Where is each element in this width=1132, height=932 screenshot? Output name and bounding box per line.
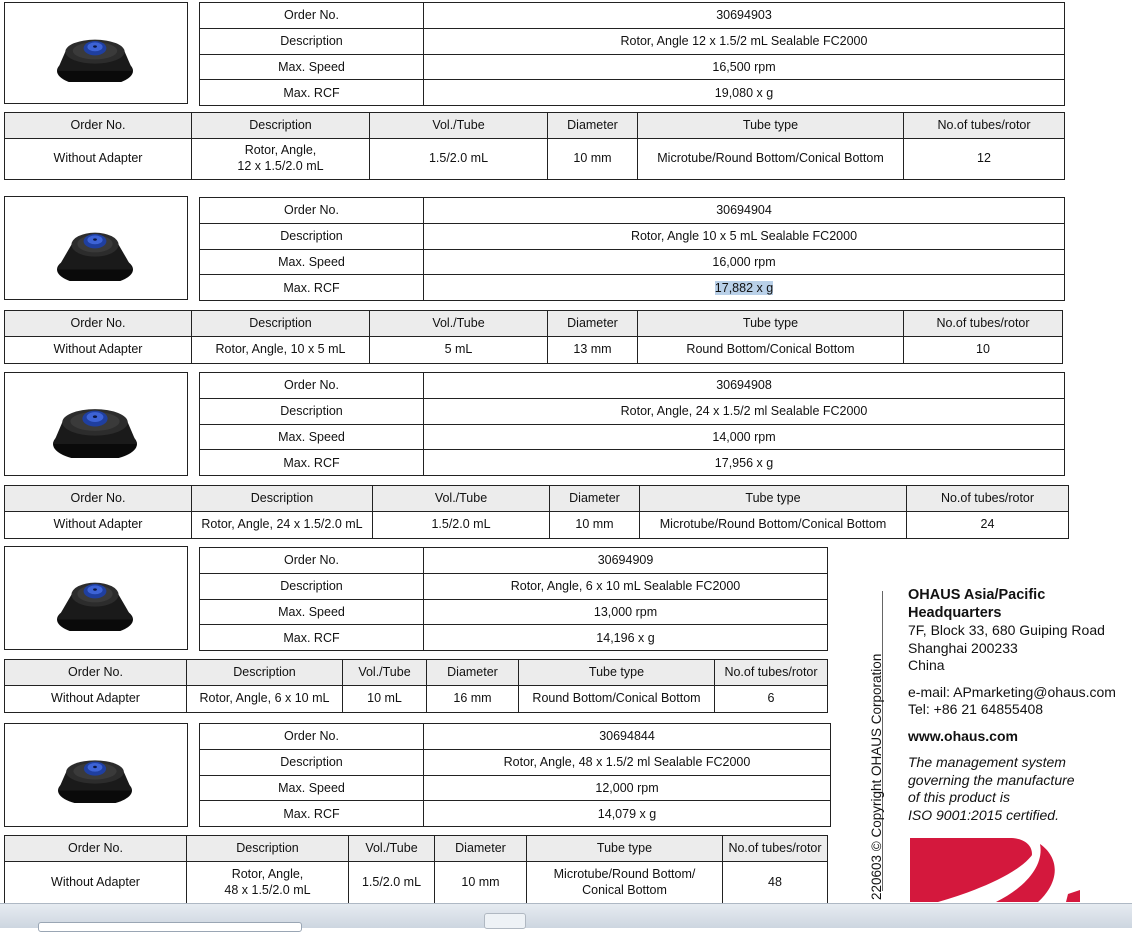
table-cell[interactable]: Without Adapter	[5, 139, 192, 180]
spec-label: Max. Speed	[200, 599, 424, 625]
adapter-table-header	[5, 836, 828, 862]
spec-row-max-speed	[200, 424, 1065, 450]
spec-label: Max. RCF	[200, 80, 424, 106]
spec-value[interactable]: 14,000 rpm	[424, 424, 1065, 450]
column-header: No.of tubes/rotor	[904, 113, 1065, 139]
ohaus-logo	[910, 838, 1080, 902]
adapter-table-row	[5, 862, 828, 905]
adapter-table-header	[5, 486, 1069, 512]
column-header: Description	[187, 836, 349, 862]
adapter-table-row	[5, 686, 828, 713]
spec-row-order-no	[200, 3, 1065, 29]
column-header: Description	[192, 311, 370, 337]
column-header: Vol./Tube	[373, 486, 550, 512]
spec-table	[199, 197, 1065, 301]
column-header: Order No.	[5, 486, 192, 512]
company-division: Headquarters	[908, 604, 1002, 621]
table-cell[interactable]: 13 mm	[548, 337, 638, 364]
taskbar-window-button[interactable]	[38, 922, 302, 932]
table-cell[interactable]: Microtube/Round Bottom/ Conical Bottom	[527, 862, 723, 905]
spec-row-description	[200, 223, 1065, 249]
spec-label: Order No.	[200, 548, 424, 574]
table-cell[interactable]: 16 mm	[427, 686, 519, 713]
spec-value[interactable]: 14,079 x g	[424, 801, 831, 827]
spec-label: Max. RCF	[200, 801, 424, 827]
spec-label: Max. RCF	[200, 275, 424, 301]
spec-label: Description	[200, 223, 424, 249]
column-header: No.of tubes/rotor	[715, 660, 828, 686]
adapter-table-header	[5, 660, 828, 686]
table-cell[interactable]: 10 mm	[548, 139, 638, 180]
spec-value[interactable]: 16,500 rpm	[424, 54, 1065, 80]
copyright-vertical: 220603 © Copyright OHAUS Corporation	[869, 653, 884, 900]
spec-value[interactable]: 12,000 rpm	[424, 775, 831, 801]
spec-row-max-speed	[200, 54, 1065, 80]
table-cell[interactable]: 10	[904, 337, 1063, 364]
spec-value[interactable]: Rotor, Angle, 24 x 1.5/2 ml Sealable FC2000	[424, 398, 1065, 424]
column-header: Order No.	[5, 836, 187, 862]
spec-value[interactable]: Rotor, Angle 10 x 5 mL Sealable FC2000	[424, 223, 1065, 249]
spec-table	[199, 372, 1065, 476]
table-cell[interactable]: Microtube/Round Bottom/Conical Bottom	[640, 512, 907, 539]
spec-value[interactable]	[424, 275, 1065, 301]
spec-value[interactable]: 16,000 rpm	[424, 249, 1065, 275]
adapter-table-header	[5, 311, 1063, 337]
table-cell[interactable]: 48	[723, 862, 828, 905]
address-country: China	[908, 657, 945, 673]
column-header: Vol./Tube	[343, 660, 427, 686]
column-header: Diameter	[435, 836, 527, 862]
spec-value[interactable]: 17,956 x g	[424, 450, 1065, 476]
spec-row-max-rcf	[200, 275, 1065, 301]
table-cell[interactable]: 6	[715, 686, 828, 713]
column-header: Vol./Tube	[370, 113, 548, 139]
phone-text: Tel: +86 21 64855408	[908, 701, 1044, 717]
table-cell[interactable]: Rotor, Angle, 24 x 1.5/2.0 mL	[192, 512, 373, 539]
table-cell[interactable]: 1.5/2.0 mL	[370, 139, 548, 180]
website-text: www.ohaus.com	[908, 727, 1018, 744]
spec-row-order-no	[200, 373, 1065, 399]
company-name: OHAUS Asia/Pacific	[908, 587, 1046, 603]
spec-value[interactable]: 14,196 x g	[424, 625, 828, 651]
spec-label: Max. RCF	[200, 625, 424, 651]
spec-value[interactable]: 30694904	[424, 198, 1065, 224]
spec-table	[199, 547, 828, 651]
contact-sidebar	[908, 587, 1132, 824]
column-header: No.of tubes/rotor	[907, 486, 1069, 512]
column-header: Tube type	[640, 486, 907, 512]
iso-note-2: governing the manufacture	[908, 771, 1075, 788]
rotor-product-image	[50, 743, 140, 805]
spec-row-order-no	[200, 724, 831, 750]
spec-value[interactable]: Rotor, Angle, 48 x 1.5/2 ml Sealable FC2000	[424, 749, 831, 775]
table-cell[interactable]: 1.5/2.0 mL	[373, 512, 550, 539]
spec-row-max-speed	[200, 249, 1065, 275]
rotor-product-image	[49, 565, 141, 635]
spec-label: Max. Speed	[200, 775, 424, 801]
spec-row-description	[200, 749, 831, 775]
column-header: Diameter	[550, 486, 640, 512]
iso-note-4: ISO 9001:2015 certified.	[908, 806, 1059, 823]
column-header: Order No.	[5, 660, 187, 686]
column-header: Order No.	[5, 113, 192, 139]
spec-row-max-rcf	[200, 80, 1065, 106]
spec-row-max-rcf	[200, 625, 828, 651]
adapter-table-header	[5, 113, 1065, 139]
rotor-product-image	[49, 22, 141, 86]
column-header: Tube type	[527, 836, 723, 862]
spec-label: Order No.	[200, 724, 424, 750]
address-line-1: 7F, Block 33, 680 Guiping Road	[908, 622, 1105, 638]
adapter-table-row	[5, 512, 1069, 539]
spec-row-description	[200, 398, 1065, 424]
column-header: Diameter	[427, 660, 519, 686]
spec-value[interactable]: Rotor, Angle 12 x 1.5/2 mL Sealable FC2000	[424, 28, 1065, 54]
rotor-product-image	[45, 390, 145, 460]
spec-value[interactable]: 30694908	[424, 373, 1065, 399]
table-cell[interactable]: Without Adapter	[5, 686, 187, 713]
adapter-table	[4, 310, 1063, 364]
table-cell[interactable]: 10 mm	[550, 512, 640, 539]
adapter-table-row	[5, 139, 1065, 180]
column-header: Description	[192, 486, 373, 512]
spec-label: Max. Speed	[200, 424, 424, 450]
spec-label: Order No.	[200, 373, 424, 399]
spec-value[interactable]: 30694909	[424, 548, 828, 574]
spec-value[interactable]: 30694903	[424, 3, 1065, 29]
column-header: Description	[187, 660, 343, 686]
spec-label: Max. RCF	[200, 450, 424, 476]
column-header: Diameter	[548, 113, 638, 139]
column-header: Tube type	[519, 660, 715, 686]
table-cell[interactable]: Round Bottom/Conical Bottom	[519, 686, 715, 713]
spec-value[interactable]: 13,000 rpm	[424, 599, 828, 625]
adapter-table	[4, 112, 1065, 180]
table-cell[interactable]: 5 mL	[370, 337, 548, 364]
spec-row-order-no	[200, 548, 828, 574]
column-header: Tube type	[638, 311, 904, 337]
table-cell[interactable]: Microtube/Round Bottom/Conical Bottom	[638, 139, 904, 180]
spec-table	[199, 723, 831, 827]
address-line-2: Shanghai 200233	[908, 639, 1018, 656]
selected-text[interactable]: 17,882 x g	[714, 280, 774, 295]
table-cell[interactable]: 10 mL	[343, 686, 427, 713]
table-cell[interactable]: Rotor, Angle, 12 x 1.5/2.0 mL	[192, 139, 370, 180]
spec-row-description	[200, 573, 828, 599]
table-cell[interactable]: Rotor, Angle, 6 x 10 mL	[187, 686, 343, 713]
rotor-product-image	[49, 215, 141, 285]
email-text: e-mail: APmarketing@ohaus.com	[908, 683, 1116, 700]
spec-value[interactable]: 19,080 x g	[424, 80, 1065, 106]
column-header: No.of tubes/rotor	[904, 311, 1063, 337]
table-cell[interactable]: 10 mm	[435, 862, 527, 905]
iso-note-1: The management system	[908, 754, 1066, 770]
spec-label: Order No.	[200, 198, 424, 224]
table-cell[interactable]: 24	[907, 512, 1069, 539]
column-header: No.of tubes/rotor	[723, 836, 828, 862]
table-cell[interactable]: 12	[904, 139, 1065, 180]
spec-row-max-rcf	[200, 450, 1065, 476]
column-header: Diameter	[548, 311, 638, 337]
spec-value[interactable]: 30694844	[424, 724, 831, 750]
spec-label: Description	[200, 749, 424, 775]
table-cell[interactable]: Round Bottom/Conical Bottom	[638, 337, 904, 364]
column-header: Vol./Tube	[370, 311, 548, 337]
spec-label: Description	[200, 28, 424, 54]
column-header: Tube type	[638, 113, 904, 139]
adapter-table	[4, 835, 828, 905]
column-header: Vol./Tube	[349, 836, 435, 862]
table-cell[interactable]: Rotor, Angle, 48 x 1.5/2.0 mL	[187, 862, 349, 905]
spec-table	[199, 2, 1065, 106]
column-header: Order No.	[5, 311, 192, 337]
spec-row-order-no	[200, 198, 1065, 224]
iso-note-3: of this product is	[908, 789, 1010, 805]
spec-row-max-speed	[200, 775, 831, 801]
spec-label: Description	[200, 398, 424, 424]
spec-label: Max. Speed	[200, 54, 424, 80]
adapter-table-row	[5, 337, 1063, 364]
table-cell[interactable]: Without Adapter	[5, 862, 187, 905]
column-header: Description	[192, 113, 370, 139]
table-cell[interactable]: Rotor, Angle, 10 x 5 mL	[192, 337, 370, 364]
table-cell[interactable]: Without Adapter	[5, 337, 192, 364]
spec-label: Description	[200, 573, 424, 599]
table-cell[interactable]: 1.5/2.0 mL	[349, 862, 435, 905]
adapter-table	[4, 485, 1069, 539]
spec-row-description	[200, 28, 1065, 54]
table-cell[interactable]: Without Adapter	[5, 512, 192, 539]
spec-label: Order No.	[200, 3, 424, 29]
adapter-table	[4, 659, 828, 713]
spec-row-max-speed	[200, 599, 828, 625]
spec-value[interactable]: Rotor, Angle, 6 x 10 mL Sealable FC2000	[424, 573, 828, 599]
spec-label: Max. Speed	[200, 249, 424, 275]
spec-row-max-rcf	[200, 801, 831, 827]
